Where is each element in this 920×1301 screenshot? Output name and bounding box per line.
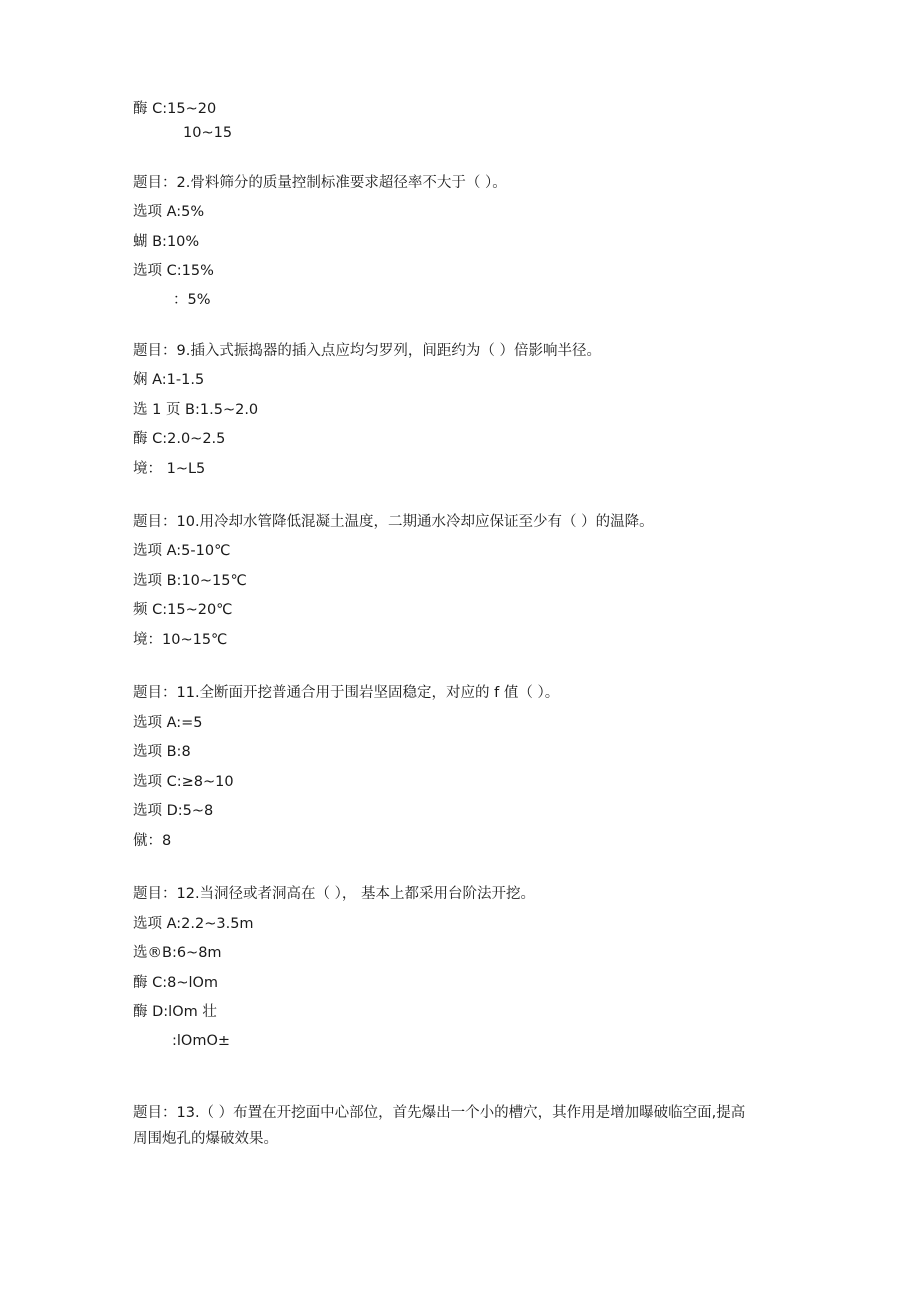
q11-option-c: 选项 C:≥8~10 — [133, 774, 234, 790]
q11-answer: 僦：8 — [133, 833, 172, 849]
q12-option-d: 酶 D:lOm 壮 — [133, 1004, 217, 1020]
q12-option-b: 选®B:6~8m — [133, 945, 222, 961]
q2-option-b: 蝴 B:10% — [133, 234, 200, 250]
q12-answer: :lOmO± — [172, 1033, 231, 1049]
q12-option-a: 选项 A:2.2~3.5m — [133, 916, 254, 932]
q2-option-a: 选项 A:5% — [133, 204, 205, 220]
q10-option-c: 频 C:15~20℃ — [133, 602, 233, 618]
q10-option-b: 选项 B:10~15℃ — [133, 573, 247, 589]
answer-line: 10~15 — [183, 125, 233, 141]
q11-option-d: 选项 D:5~8 — [133, 803, 214, 819]
q9-option-a: 娴 A:1-1.5 — [133, 372, 205, 388]
q11-option-b: 选项 B:8 — [133, 744, 191, 760]
question-9-title: 题目：9.插入式振捣器的插入点应均匀罗列，间距约为（ ）倍影响半径。 — [133, 343, 601, 359]
q9-option-b: 选 1 页 B:1.5~2.0 — [133, 402, 259, 418]
q9-option-c: 酶 C:2.0~2.5 — [133, 431, 226, 447]
question-13-title-line1: 题目：13.（ ）布置在开挖面中心部位，首先爆出一个小的槽穴，其作用是增加曝破临空面,提高 — [133, 1105, 746, 1121]
q10-answer: 境：10~15℃ — [133, 632, 228, 648]
q10-option-a: 选项 A:5-10℃ — [133, 543, 231, 559]
option-c-line: 酶 C:15~20 — [133, 101, 217, 117]
q9-answer: 境： 1~L5 — [133, 461, 206, 477]
q11-option-a: 选项 A:=5 — [133, 715, 203, 731]
question-11-title: 题目：11.全断面开挖普通合用于围岩坚固稳定，对应的 f 值（ ）。 — [133, 685, 560, 701]
q2-answer: ：5% — [173, 292, 211, 308]
question-13-title-line2: 周围炮孔的爆破效果。 — [133, 1131, 278, 1147]
question-10-title: 题目：10.用冷却水管降低混凝土温度，二期通水冷却应保证至少有（ ）的温降。 — [133, 514, 654, 530]
q2-option-c: 选项 C:15% — [133, 263, 214, 279]
q12-option-c: 酶 C:8~lOm — [133, 975, 219, 991]
question-12-title: 题目：12.当洞径或者洞高在（ ）， 基本上都采用台阶法开挖。 — [133, 886, 536, 902]
question-2-title: 题目：2.骨料筛分的质量控制标准要求超径率不大于（ ）。 — [133, 175, 507, 191]
